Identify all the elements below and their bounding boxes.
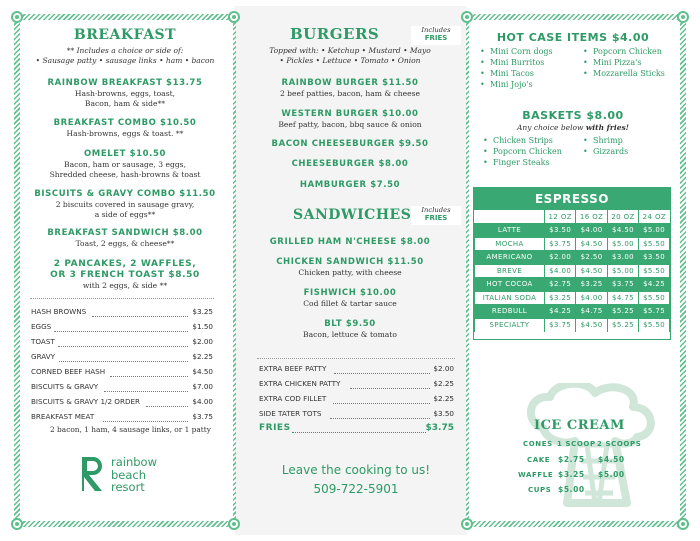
ice-cream-row-name: CUPS — [528, 486, 552, 494]
item-name: OR 3 FRENCH TOAST $8.50 — [50, 270, 200, 280]
cta-phone: 509-722-5901 — [313, 482, 399, 496]
item-desc: 2 biscuits covered in sausage gravy, — [55, 200, 195, 209]
menu-item-grilled-ham-cheese — [240, 237, 460, 248]
includes-label: Includes — [421, 206, 451, 214]
menu-item-cheeseburger — [240, 159, 460, 170]
drink-price: $4.00 — [576, 291, 607, 305]
table-row — [475, 224, 670, 238]
item-name: CHEESEBURGER $8.00 — [291, 159, 409, 169]
side-price: $4.00 — [192, 397, 213, 406]
corner-circle-cr-bottom — [461, 518, 473, 530]
drink-price: $5.50 — [639, 291, 670, 305]
item-desc: 2 beef patties, bacon, ham & cheese — [279, 89, 421, 98]
ice-cream-header-one: 1 SCOOP — [557, 440, 596, 448]
divider-left — [233, 14, 236, 527]
leader-dots — [334, 373, 430, 374]
hot-case-item: • Mozzarella Sticks — [593, 69, 665, 78]
espresso-corner-cell — [475, 210, 545, 224]
menu-item-breakfast-sandwich — [25, 228, 225, 249]
drink-price: $2.00 — [545, 251, 576, 265]
hot-case-item: • Mini Burritos — [490, 58, 544, 67]
baskets-note-a: Any choice below — [517, 123, 584, 132]
leader-dots — [103, 421, 188, 422]
side-item-toast: TOAST — [31, 337, 55, 346]
espresso-title: ESPRESSO — [474, 188, 670, 210]
border-left — [14, 14, 20, 527]
drink-price: $2.75 — [545, 278, 576, 292]
side-price: $2.00 — [192, 337, 213, 346]
extra-item-beef-patty: EXTRA BEEF PATTY — [259, 364, 327, 373]
hot-case-item: • Mini Corn dogs — [490, 47, 553, 56]
drink-price: $3.75 — [545, 237, 576, 251]
size-header: 16 OZ — [576, 210, 607, 224]
drink-price: $5.50 — [639, 318, 670, 332]
drink-price: $4.50 — [576, 237, 607, 251]
ice-cream-price: $4.50 — [598, 455, 625, 464]
drink-name: ITALIAN SODA — [475, 291, 545, 305]
menu-item-omelet — [25, 149, 225, 179]
leader-dots — [110, 376, 188, 377]
baskets-note-b: with fries! — [585, 123, 629, 132]
side-price: $1.50 — [192, 322, 213, 331]
hot-case-item: • Mini Pizza's — [593, 58, 641, 67]
menu-item-biscuits-gravy-combo — [25, 189, 225, 219]
item-desc: a side of eggs** — [94, 209, 156, 219]
includes-label: Includes — [421, 26, 451, 34]
menu-item-rainbow-burger — [240, 78, 460, 99]
burgers-toppings-1: Topped with: • Ketchup • Mustard • Mayo — [269, 46, 431, 55]
drink-price: $4.50 — [576, 264, 607, 278]
espresso-price-table — [473, 187, 671, 340]
drink-price: $3.50 — [545, 224, 576, 238]
drink-name: BREVE — [475, 264, 545, 278]
drink-name: AMERICANO — [475, 251, 545, 265]
item-name: RAINBOW BURGER $11.50 — [281, 78, 419, 88]
leader-dots — [146, 406, 188, 407]
side-item-eggs: EGGS — [31, 322, 52, 331]
ice-cream-price: $3.25 — [558, 470, 585, 479]
table-row — [475, 251, 670, 265]
item-name: FISHWICH $10.00 — [303, 288, 397, 298]
drink-price: $3.50 — [639, 251, 670, 265]
item-desc: Cod fillet & tartar sauce — [303, 299, 397, 308]
drink-price: $5.25 — [607, 318, 638, 332]
drink-price: $4.75 — [607, 291, 638, 305]
drink-price: $4.00 — [545, 264, 576, 278]
extra-item-cod-fillet: EXTRA COD FILLET — [259, 394, 327, 403]
drink-price: $5.25 — [607, 305, 638, 319]
breakfast-note-1: ** Includes a choice or side of: — [66, 46, 184, 55]
hot-case-item: • Mini Jojo's — [490, 80, 533, 89]
drink-name: SPECIALTY — [475, 318, 545, 332]
extra-price: $2.25 — [433, 379, 454, 388]
drink-price: $4.25 — [545, 305, 576, 319]
item-name: RAINBOW BREAKFAST $13.75 — [47, 78, 203, 88]
espresso-size-header — [475, 210, 670, 224]
extra-item-tater-tots: SIDE TATER TOTS — [259, 409, 322, 418]
leader-dots — [104, 391, 188, 392]
side-price: $2.25 — [192, 352, 213, 361]
drink-price: $4.50 — [576, 318, 607, 332]
leader-dots — [292, 432, 426, 433]
drink-price: $4.25 — [639, 278, 670, 292]
baskets-title: BASKETS $8.00 — [522, 109, 624, 122]
item-desc: Hash-browns, eggs, toast, — [74, 89, 176, 98]
extra-item-chicken-patty: EXTRA CHICKEN PATTY — [259, 379, 341, 388]
drink-price: $5.50 — [639, 237, 670, 251]
drink-price: $4.75 — [576, 305, 607, 319]
drink-price: $5.75 — [639, 305, 670, 319]
item-name: OMELET $10.50 — [83, 149, 167, 159]
drink-price: $5.50 — [639, 264, 670, 278]
item-name: BACON CHEESEBURGER $9.50 — [271, 139, 429, 149]
logo-text-line-1: rainbow — [111, 455, 157, 469]
drink-price: $4.50 — [607, 224, 638, 238]
drink-name: REDBULL — [475, 305, 545, 319]
item-desc: Bacon, ham or sausage, 3 eggs, — [64, 160, 186, 169]
basket-item: • Gizzards — [593, 147, 628, 156]
fries-label: FRIES — [424, 34, 448, 42]
breakfast-note-2: • Sausage patty • sausage links • ham • bacon — [35, 56, 215, 65]
item-desc: Bacon, lettuce & tomato — [303, 330, 397, 339]
item-desc: Chicken patty, with cheese — [298, 268, 402, 277]
drink-price: $4.00 — [576, 224, 607, 238]
breakfast-separator — [30, 298, 214, 299]
side-price: $4.50 — [192, 367, 213, 376]
menu-item-fishwich — [240, 288, 460, 309]
ice-cream-cones-label: CONES — [523, 440, 553, 448]
side-item-breakfast-meat: BREAKFAST MEAT — [31, 412, 95, 421]
table-row — [475, 318, 670, 332]
drink-name: LATTE — [475, 224, 545, 238]
logo-text-line-2: beach — [111, 467, 147, 482]
size-header: 24 OZ — [639, 210, 670, 224]
drink-name: MOCHA — [475, 237, 545, 251]
item-desc: Shredded cheese, hash-browns & toast — [49, 169, 201, 179]
item-name: HAMBURGER $7.50 — [299, 180, 401, 190]
ice-cream-price: $2.75 — [558, 455, 585, 464]
leader-dots — [58, 346, 188, 347]
drink-price: $5.00 — [607, 237, 638, 251]
item-desc: Beef patty, bacon, bbq sauce & onion — [278, 120, 422, 129]
sandwiches-includes-fries-badge — [411, 206, 461, 225]
menu-item-blt — [240, 319, 460, 340]
item-desc: Bacon, ham & side** — [84, 98, 166, 108]
item-desc: Hash-browns, eggs & toast. ** — [66, 129, 184, 138]
item-name: BREAKFAST COMBO $10.50 — [53, 118, 197, 128]
leader-dots — [54, 331, 188, 332]
cta-text: Leave the cooking to us! — [281, 463, 431, 477]
extras-separator — [257, 358, 455, 359]
size-header: 12 OZ — [545, 210, 576, 224]
border-right — [680, 14, 686, 527]
extra-price: $3.50 — [433, 409, 454, 418]
menu-item-chicken-sandwich — [240, 257, 460, 278]
leader-dots — [350, 388, 430, 389]
item-desc: Toast, 2 eggs, & cheese** — [75, 239, 175, 248]
sandwiches-title: SANDWICHES — [293, 207, 412, 223]
menu-item-pancakes-waffles — [25, 259, 225, 291]
basket-item: • Shrimp — [593, 136, 623, 145]
corner-circle-br — [677, 518, 689, 530]
ice-cream-title: ICE CREAM — [534, 418, 625, 433]
ice-cream-price: $5.00 — [558, 485, 585, 494]
corner-circle-tl — [11, 11, 23, 23]
menu-item-rainbow-breakfast — [25, 78, 225, 108]
item-name: BREAKFAST SANDWICH $8.00 — [47, 228, 203, 238]
item-name: CHICKEN SANDWICH $11.50 — [276, 257, 424, 267]
espresso-table — [474, 210, 670, 332]
item-name: BLT $9.50 — [324, 319, 376, 329]
hot-case-item: • Popcorn Chicken — [593, 47, 662, 56]
size-header: 20 OZ — [607, 210, 638, 224]
corner-circle-cr-top — [461, 11, 473, 23]
extra-price: $2.25 — [433, 394, 454, 403]
burgers-includes-fries-badge — [411, 26, 461, 45]
drink-price: $2.50 — [576, 251, 607, 265]
table-row — [475, 264, 670, 278]
hot-case-title: HOT CASE ITEMS $4.00 — [496, 31, 650, 44]
breakfast-title: BREAKFAST — [73, 27, 177, 43]
corner-circle-bl — [11, 518, 23, 530]
leader-dots — [333, 403, 430, 404]
menu-item-western-burger — [240, 109, 460, 130]
drink-price: $5.00 — [639, 224, 670, 238]
side-price: $7.00 — [192, 382, 213, 391]
logo-r-mark-icon — [80, 455, 106, 493]
item-name: 2 PANCAKES, 2 WAFFLES, — [53, 259, 197, 269]
drink-price: $3.25 — [576, 278, 607, 292]
side-item-hash-browns: HASH BROWNS — [31, 307, 87, 316]
menu-item-bacon-cheeseburger — [240, 139, 460, 150]
corner-circle-cl-bottom — [228, 518, 240, 530]
breakfast-meat-note: 2 bacon, 1 ham, 4 sausage links, or 1 patty — [50, 425, 211, 434]
menu-item-breakfast-combo — [25, 118, 225, 139]
side-item-biscuits-gravy-half: BISCUITS & GRAVY 1/2 ORDER — [31, 397, 141, 406]
extra-price: $2.00 — [433, 364, 454, 373]
logo-text-line-3: resort — [111, 480, 145, 494]
drink-name: HOT COCOA — [475, 278, 545, 292]
divider-right — [466, 14, 469, 527]
table-row — [475, 237, 670, 251]
side-item-biscuits-gravy: BISCUITS & GRAVY — [31, 382, 99, 391]
side-item-gravy: GRAVY — [31, 352, 56, 361]
basket-item: • Finger Steaks — [493, 158, 550, 167]
menu-item-hamburger — [240, 180, 460, 191]
fries-price: $3.75 — [425, 423, 454, 433]
ice-cream-header-two: 2 SCOOPS — [597, 440, 642, 448]
leader-dots — [330, 418, 430, 419]
drink-price: $5.00 — [607, 264, 638, 278]
leader-dots — [59, 361, 188, 362]
ice-cream-row-name: WAFFLE — [518, 471, 554, 479]
corner-circle-cl-top — [228, 11, 240, 23]
item-name: WESTERN BURGER $10.00 — [281, 109, 419, 119]
ice-cream-cone-icon — [515, 383, 675, 518]
drink-price: $3.00 — [607, 251, 638, 265]
basket-item: • Chicken Strips — [493, 136, 553, 145]
table-row — [475, 305, 670, 319]
table-row — [475, 291, 670, 305]
ice-cream-price: $5.00 — [598, 470, 625, 479]
side-item-corned-beef-hash: CORNED BEEF HASH — [31, 367, 106, 376]
table-row — [475, 278, 670, 292]
ice-cream-row-name: CAKE — [527, 456, 551, 464]
basket-item: • Popcorn Chicken — [493, 147, 562, 156]
item-name: BISCUITS & GRAVY COMBO $11.50 — [34, 189, 216, 199]
drink-price: $3.25 — [545, 291, 576, 305]
item-desc: with 2 eggs, & side ** — [82, 281, 168, 290]
leader-dots — [92, 316, 188, 317]
side-price: $3.75 — [192, 412, 213, 421]
corner-circle-tr — [677, 11, 689, 23]
item-name: GRILLED HAM N'CHEESE $8.00 — [269, 237, 431, 247]
burgers-toppings-2: • Pickles • Lettuce • Tomato • Onion — [279, 56, 421, 65]
drink-price: $3.75 — [607, 278, 638, 292]
fries-label: FRIES — [424, 214, 448, 222]
hot-case-item: • Mini Tacos — [490, 69, 534, 78]
side-price: $3.25 — [192, 307, 213, 316]
burgers-title: BURGERS — [290, 25, 380, 43]
baskets-note — [474, 123, 672, 132]
extra-item-fries: FRIES — [259, 423, 291, 433]
drink-price: $3.75 — [545, 318, 576, 332]
